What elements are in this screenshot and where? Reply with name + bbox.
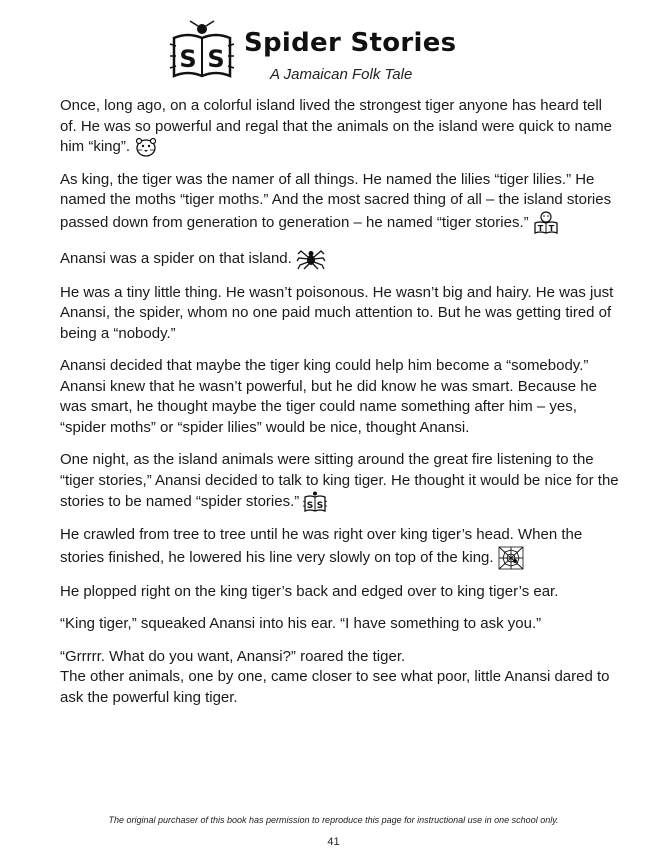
story-paragraph-5 (60, 356, 620, 438)
paragraph-text: The other animals, one by one, came closer to see what poor, little Anansi dared to ask the powerful king tiger. (60, 668, 610, 706)
story-paragraph-3 (60, 247, 620, 271)
copyright-notice: The original purchaser of this book has permission to reproduce this page for instructional use in one school only. (108, 815, 559, 825)
tiger-face-icon (134, 137, 158, 157)
paragraph-text: As king, the tiger was the namer of all things. He named the lilies “tiger lilies.” He named the moths “tiger moths.” And the most sacred thing of all – the island stories passed down from generation to generation – he named “tiger stories.” (60, 170, 612, 231)
story-body (60, 96, 620, 720)
spider-stories-book-icon (303, 491, 327, 513)
story-paragraph-1 (60, 96, 620, 158)
paragraph-text: He crawled from tree to tree until he was right over king tiger’s head. When the stories finished, he lowered his line very slowly on top of the king. (60, 526, 583, 566)
story-paragraph-6 (60, 450, 620, 513)
svg-text:T: T (537, 223, 544, 233)
spider-web-icon (498, 546, 524, 570)
svg-text:S: S (317, 501, 324, 511)
paragraph-text: Anansi decided that maybe the tiger king could help him become a “somebody.” Anansi knew that he wasn’t powerful, but he did know he was smart. Because he was smart, he thought maybe the tiger could name something after him – yes, “spider moths” or “spider lilies” would be nice, thought Anansi. (60, 357, 597, 436)
story-paragraph-8 (60, 582, 620, 603)
paragraph-text: He plopped right on the king tiger’s back and edged over to king tiger’s ear. (60, 582, 559, 600)
story-paragraph-4 (60, 283, 620, 345)
story-paragraph-10 (60, 647, 620, 668)
paragraph-text: Once, long ago, on a colorful island lived the strongest tiger anyone has heard tell of. He was so powerful and regal that the animals on the island were quick to name him “king”. (60, 97, 612, 155)
spider-stories-book-logo-icon (168, 20, 236, 84)
page-header (168, 14, 468, 84)
svg-text:T: T (548, 223, 555, 233)
paragraph-text: “King tiger,” squeaked Anansi into his ear. “I have something to ask you.” (60, 615, 542, 632)
page-number: 41 (327, 836, 340, 848)
story-paragraph-2 (60, 170, 620, 235)
story-paragraph-9 (60, 614, 620, 635)
svg-text:S: S (179, 45, 197, 73)
paragraph-text: He was a tiny little thing. He wasn’t poisonous. He wasn’t big and hairy. He was just Anansi, the spider, whom no one paid much attention to. But he was getting tired of being a “nobody.” (60, 283, 614, 342)
spider-icon (296, 247, 326, 271)
tiger-stories-book-icon (533, 211, 559, 235)
paragraph-text: One night, as the island animals were sitting around the great fire listening to the “tiger stories,” Anansi decided to talk to king tiger. He thought it would be nice for the stories to be named “spider stories.” (60, 451, 619, 510)
page-subtitle: A Jamaican Folk Tale (270, 66, 413, 83)
svg-text:S: S (307, 501, 314, 511)
paragraph-text: Anansi was a spider on that island. (60, 249, 292, 267)
story-paragraph-7 (60, 525, 620, 570)
story-paragraph-11 (60, 667, 620, 708)
paragraph-text: “Grrrrr. What do you want, Anansi?” roared the tiger. (60, 647, 406, 665)
svg-text:S: S (207, 45, 225, 73)
page-title: Spider Stories (244, 28, 457, 58)
